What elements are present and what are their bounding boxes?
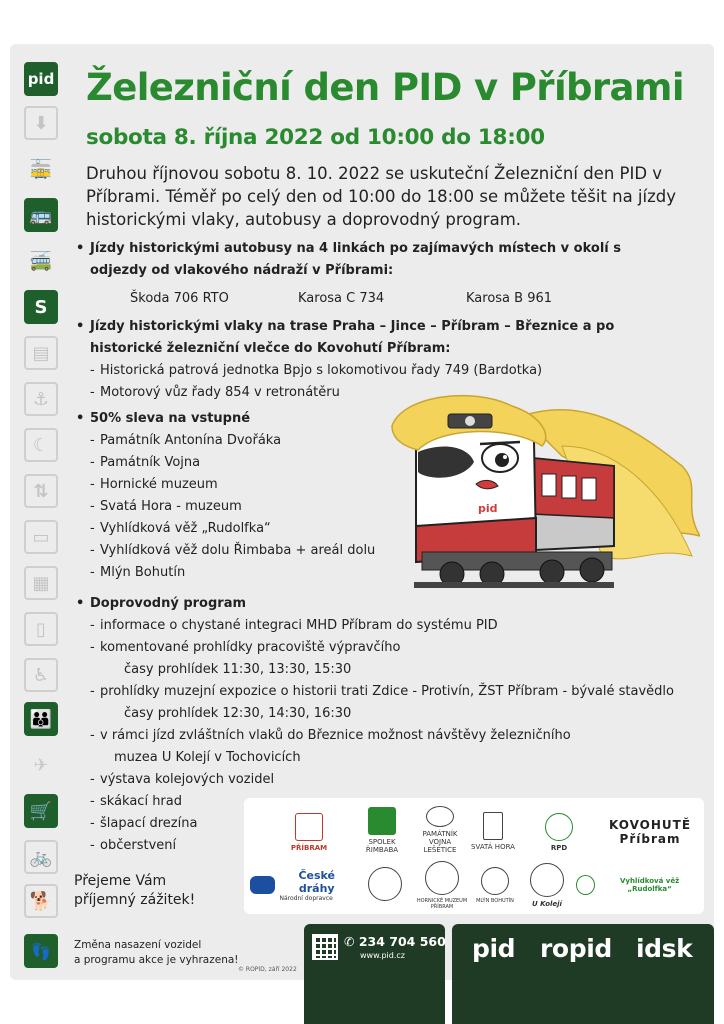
dog-icon: 🐕 — [24, 884, 58, 918]
discount-section — [76, 408, 375, 584]
program-item: - výstava kolejových vozidel — [76, 769, 674, 791]
website-link[interactable]: www.pid.cz — [360, 951, 405, 960]
rudolfka-logo: Vyhlídková věž „Rudolfka“ — [576, 870, 700, 900]
disclaimer-text — [74, 938, 239, 968]
amd-logo — [362, 862, 408, 908]
locomotive-mascot-illustration — [382, 386, 700, 592]
qr-code-icon[interactable] — [312, 934, 338, 960]
family-icon: 👪 — [24, 702, 58, 736]
bus-icon: 🚌 — [24, 198, 58, 232]
disclaimer-line: Změna nasazení vozidel — [74, 939, 202, 951]
metro-icon: ⬇ — [24, 106, 58, 140]
bus-section-heading: • Jízdy historickými autobusy na 4 linkách po zajímavých místech v okolí s odjezdy od vlakového nádraží v Příbrami: — [76, 238, 676, 282]
trolleybus-icon: 🚎 — [29, 250, 53, 272]
program-item-detail: muzea U Kolejí v Tochovicích — [114, 750, 301, 765]
pamatnik-vojna-logo: PAMÁTNÍK VOJNA LEŠETICE — [414, 806, 466, 854]
intro-text: Druhou říjnovou sobotu 8. 10. 2022 se uskuteční Železniční den PID v Příbrami. Téměř po celý den od 10:00 do 18:00 se můžete těšit na jízdy historickými vlaky, autobusy a doprovodný program. — [86, 164, 676, 229]
discount-item: - Vyhlídková věž „Rudolfka“ — [76, 518, 375, 540]
program-item: - v rámci jízd zvláštních vlaků do Březnice možnost návštěvy železničního — [76, 725, 674, 747]
disclaimer-line: a programu akce je vyhrazena! — [74, 954, 239, 966]
ceske-drahy-logo: České dráhy Národní dopravce — [250, 868, 354, 902]
program-item: - skákací hrad — [76, 791, 674, 813]
pid-brand: pid — [472, 934, 516, 963]
transfer-icon: ⇅ — [24, 474, 58, 508]
funicular-icon: ▤ — [24, 336, 58, 370]
page-title: Železniční den PID v Příbrami — [86, 66, 684, 109]
bus-item: Karosa B 961 — [466, 291, 553, 306]
ropid-brand: ropid — [540, 934, 612, 963]
kovohute-logo: KOVOHUTĚ Příbram — [608, 818, 692, 846]
discount-item: - Svatá Hora - muzeum — [76, 496, 375, 518]
train-item: - Historická patrová jednotka Bpjo s lokomotivou řady 749 (Bardotka) — [76, 360, 676, 382]
brand-bar — [452, 924, 714, 1024]
mobile-icon: ▯ — [24, 612, 58, 646]
discount-item: - Mlýn Bohutín — [76, 562, 375, 584]
contact-box — [304, 924, 445, 1024]
train-item: - Motorový vůz řady 854 v retronátěru — [76, 382, 676, 404]
discount-item: - Památník Antonína Dvořáka — [76, 430, 375, 452]
bus-item: Škoda 706 RTO — [130, 291, 229, 306]
bus-list — [76, 288, 676, 310]
footprints-icon: 👣 — [24, 934, 58, 968]
tram-icon: 🚋 — [29, 158, 53, 180]
program-item-detail: časy prohlídek 11:30, 13:30, 15:30 — [124, 662, 352, 677]
train-s-icon: S — [24, 290, 58, 324]
phone-number[interactable]: ✆ 234 704 560 — [344, 934, 446, 949]
ferry-icon: ⚓ — [24, 382, 58, 416]
copyright: © ROPID, září 2022 — [238, 966, 297, 973]
wheelchair-icon: ♿ — [24, 658, 58, 692]
train-pid-label: pid — [478, 502, 498, 515]
phone-number-text: 234 704 560 — [358, 934, 446, 949]
airplane-icon: ✈ — [33, 754, 49, 776]
program-item: - informace o chystané integraci MHD Příbram do systému PID — [76, 615, 674, 637]
night-icon: ☾ — [24, 428, 58, 462]
greeting-line: příjemný zážitek! — [74, 892, 196, 908]
discount-section-heading: • 50% sleva na vstupné — [76, 408, 375, 430]
program-item: - šlapací drezína — [76, 813, 674, 835]
mlyn-bohutin-logo: MLÝN BOHUTÍN — [472, 860, 518, 910]
program-item: - komentované prohlídky pracoviště výpravčího — [76, 637, 674, 659]
u-koleji-logo: U Kolejí — [522, 862, 572, 908]
discount-item: - Hornické muzeum — [76, 474, 375, 496]
pid-logo-icon: pid — [24, 62, 58, 96]
event-date: sobota 8. října 2022 od 10:00 do 18:00 — [86, 125, 545, 150]
train-section-heading: • Jízdy historickými vlaky na trase Praha – Jince – Příbram – Březnice a po historické železniční vlečce do Kovohutí Příbram: — [76, 316, 676, 360]
partner-logos-panel — [244, 798, 704, 914]
ticket-machine-icon: ▭ — [24, 520, 58, 554]
bus-item: Karosa C 734 — [298, 291, 385, 306]
idsk-brand: idsk — [636, 934, 693, 963]
rpd-logo: RPD — [524, 810, 594, 854]
svata-hora-logo: SVATÁ HORA — [470, 808, 516, 854]
card-icon: ▦ — [24, 566, 58, 600]
program-item: - občerstvení — [76, 835, 674, 857]
discount-item: - Vyhlídková věž dolu Řimbaba + areál dolu — [76, 540, 375, 562]
greeting-line: Přejeme Vám — [74, 873, 167, 889]
bicycle-icon: 🚲 — [24, 840, 58, 874]
bus-section — [76, 238, 676, 310]
greeting — [74, 872, 195, 910]
program-section-heading: • Doprovodný program — [76, 593, 674, 615]
hornicke-muzeum-logo: HORNICKÉ MUZEUM PŘÍBRAM — [416, 860, 468, 910]
program-item-detail: časy prohlídek 12:30, 14:30, 16:30 — [124, 706, 352, 721]
discount-item: - Památník Vojna — [76, 452, 375, 474]
spolek-rimbaba-logo: SPOLEK ŘIMBABA — [358, 806, 406, 854]
stroller-icon: 🛒 — [24, 794, 58, 828]
pribram-logo: PŘÍBRAM — [284, 810, 334, 854]
program-item: - prohlídky muzejní expozice o historii trati Zdice - Protivín, ŽST Příbram - bývalé stavědlo — [76, 681, 674, 703]
